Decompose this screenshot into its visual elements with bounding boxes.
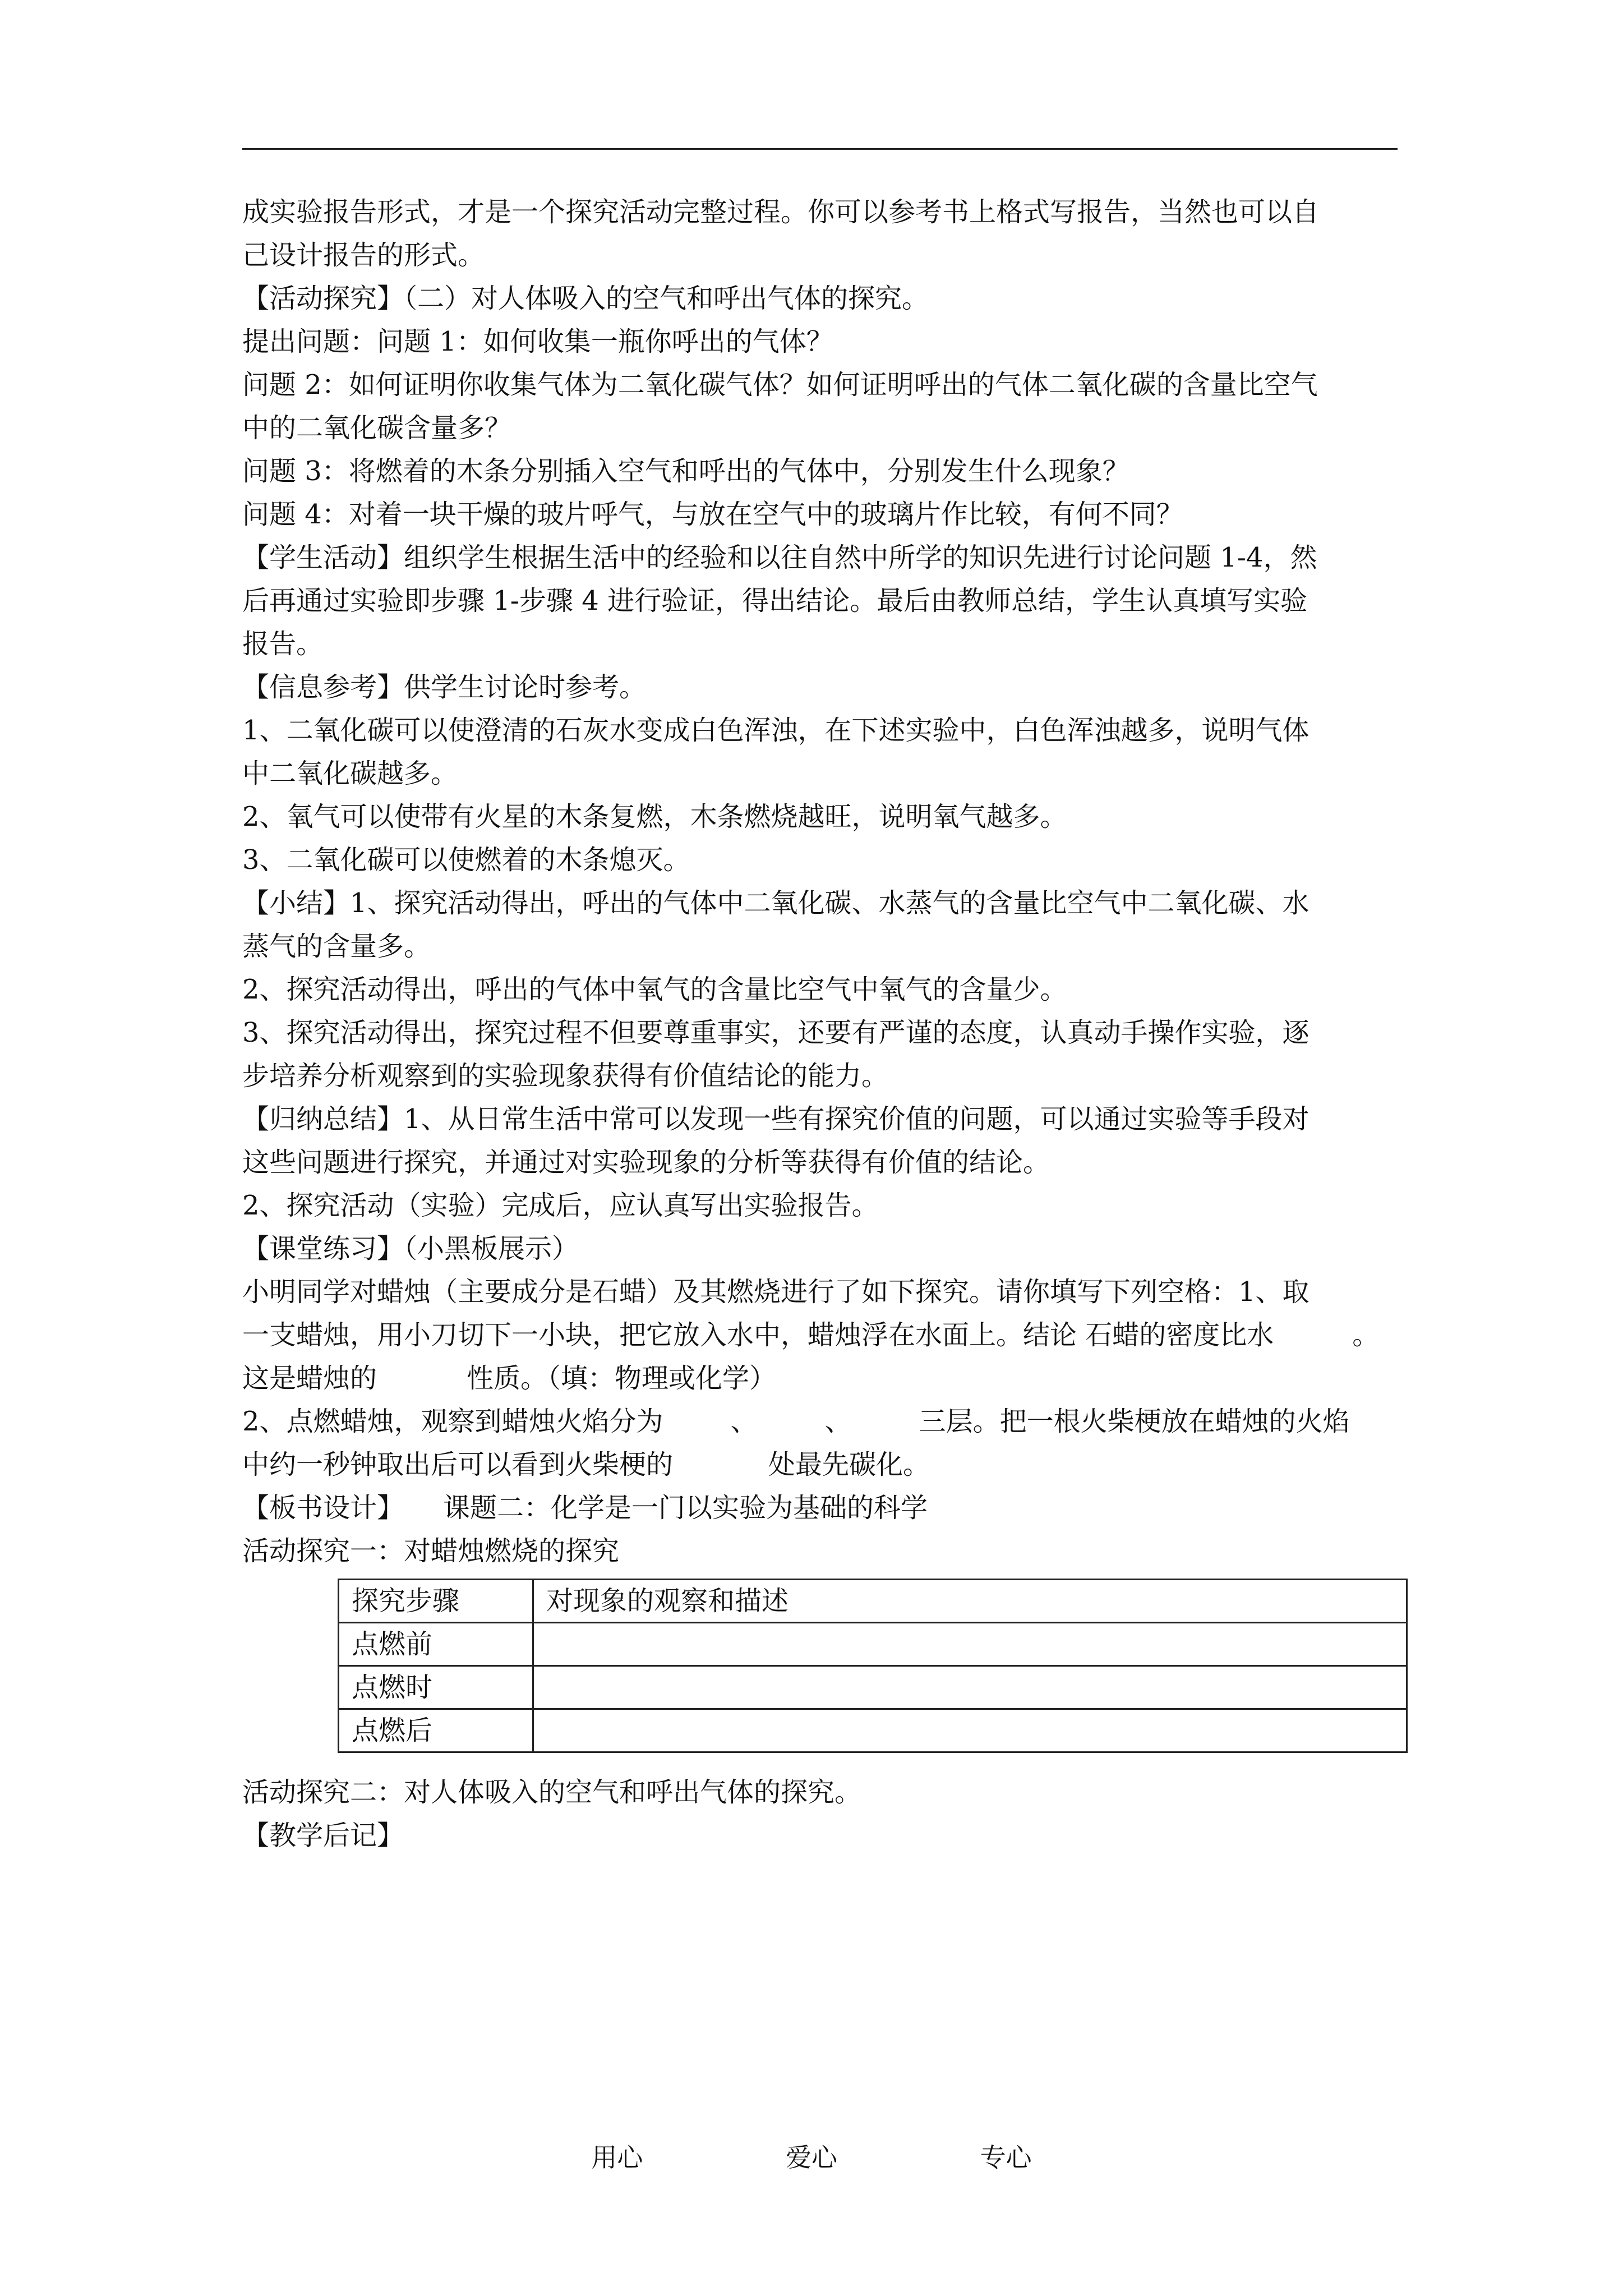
text-line: 蒸气的含量多。: [242, 931, 431, 962]
table-header-row: [339, 1580, 1407, 1623]
observation-table-wrap: [338, 1579, 1398, 1753]
board-heading-title: 课题二：化学是一门以实验为基础的科学: [443, 1492, 928, 1524]
text-line: 中二氧化碳越多。: [242, 758, 458, 789]
exercise-text: 三层。把一根火柴梗放在蜡烛的火焰: [919, 1406, 1350, 1437]
footer-text: 用心: [591, 2142, 643, 2173]
page-footer: [0, 2137, 1623, 2174]
text-line: 2、探究活动得出，呼出的气体中氧气的含量比空气中氧气的含量少。: [242, 974, 1067, 1005]
table-cell-empty: [533, 1623, 1407, 1666]
footer-text: 爱心: [786, 2142, 837, 2173]
header-rule: [242, 148, 1398, 150]
board-heading-label: 【板书设计】: [242, 1492, 404, 1524]
table-cell: 点燃后: [339, 1709, 533, 1752]
exercise-line: [242, 1314, 1398, 1357]
table-cell: 点燃时: [339, 1666, 533, 1709]
text-line: 报告。: [242, 628, 324, 660]
section-heading: 【教学后记】: [242, 1820, 404, 1851]
table-row: [339, 1709, 1407, 1752]
section-heading: 【归纳总结】1、从日常生活中常可以发现一些有探究价值的问题，可以通过实验等手段对: [242, 1103, 1310, 1135]
text-line: 问题 3：将燃着的木条分别插入空气和呼出的气体中，分别发生什么现象？: [242, 455, 1129, 487]
exercise-line: [242, 1357, 1398, 1400]
observation-table: [338, 1579, 1408, 1753]
table-header: 探究步骤: [339, 1580, 533, 1623]
exercise-line: [242, 1443, 1398, 1487]
activity-title: 活动探究一：对蜡烛燃烧的探究: [242, 1535, 620, 1567]
table-cell-empty: [533, 1666, 1407, 1709]
text-line: 问题 4：对着一块干燥的玻片呼气，与放在空气中的玻璃片作比较，有何不同？: [242, 499, 1183, 530]
table-cell-empty: [533, 1709, 1407, 1752]
text-line: 提出问题：问题 1：如何收集一瓶你呼出的气体？: [242, 326, 833, 357]
table-header: 对现象的观察和描述: [533, 1580, 1407, 1623]
section-heading: 【课堂练习】（小黑板展示）: [242, 1233, 579, 1264]
exercise-text: 、: [824, 1406, 852, 1437]
section-heading: 【信息参考】供学生讨论时参考。: [242, 671, 647, 703]
section-heading: 【小结】1、探究活动得出，呼出的气体中二氧化碳、水蒸气的含量比空气中二氧化碳、水: [242, 887, 1310, 919]
text-line: 2、探究活动（实验）完成后，应认真写出实验报告。: [242, 1190, 879, 1221]
exercise-text: 一支蜡烛，用小刀切下一小块，把它放入水中，蜡烛浮在水面上。结论 石蜡的密度比水: [242, 1319, 1274, 1351]
text-line: 这些问题进行探究，并通过对实验现象的分析等获得有价值的结论。: [242, 1147, 1050, 1178]
exercise-text: 、: [730, 1406, 758, 1437]
exercise-text: 。: [1352, 1319, 1380, 1351]
text-line: 成实验报告形式，才是一个探究活动完整过程。你可以参考书上格式写报告，当然也可以自: [242, 196, 1320, 228]
section-heading: 【活动探究】（二）对人体吸入的空气和呼出气体的探究。: [242, 283, 929, 314]
text-line: 1、二氧化碳可以使澄清的石灰水变成白色浑浊，在下述实验中，白色浑浊越多，说明气体: [242, 715, 1310, 746]
text-line: 问题 2：如何证明你收集气体为二氧化碳气体？如何证明呼出的气体二氧化碳的含量比空气: [242, 369, 1318, 401]
activity-title: 活动探究二：对人体吸入的空气和呼出气体的探究。: [242, 1777, 862, 1808]
text-line: 2、氧气可以使带有火星的木条复燃，木条燃烧越旺，说明氧气越多。: [242, 801, 1067, 832]
footer-text: 专心: [980, 2142, 1032, 2173]
document-body: [242, 191, 1398, 1857]
text-line: 小明同学对蜡烛（主要成分是石蜡）及其燃烧进行了如下探究。请你填写下列空格：1、取: [242, 1276, 1310, 1308]
text-line: 步培养分析观察到的实验现象获得有价值结论的能力。: [242, 1060, 889, 1092]
exercise-line: [242, 1400, 1398, 1443]
text-line: 3、二氧化碳可以使燃着的木条熄灭。: [242, 844, 690, 876]
text-line: 3、探究活动得出，探究过程不但要尊重事实，还要有严谨的态度，认真动手操作实验，逐: [242, 1017, 1310, 1048]
table-row: [339, 1623, 1407, 1666]
board-heading: [242, 1487, 1398, 1530]
exercise-text: 处最先碳化。: [768, 1449, 930, 1480]
exercise-text: 性质。（填：物理或化学）: [467, 1363, 777, 1394]
table-cell: 点燃前: [339, 1623, 533, 1666]
exercise-text: 这是蜡烛的: [242, 1363, 377, 1394]
exercise-text: 2、点燃蜡烛，观察到蜡烛火焰分为: [242, 1406, 663, 1437]
table-row: [339, 1666, 1407, 1709]
section-heading: 【学生活动】组织学生根据生活中的经验和以往自然中所学的知识先进行讨论问题 1-4，然: [242, 542, 1317, 573]
exercise-text: 中约一秒钟取出后可以看到火柴梗的: [242, 1449, 674, 1480]
text-line: 后再通过实验即步骤 1-步骤 4 进行验证，得出结论。最后由教师总结，学生认真填写实验: [242, 585, 1308, 616]
text-line: 中的二氧化碳含量多？: [242, 412, 512, 444]
text-line: 己设计报告的形式。: [242, 240, 485, 271]
